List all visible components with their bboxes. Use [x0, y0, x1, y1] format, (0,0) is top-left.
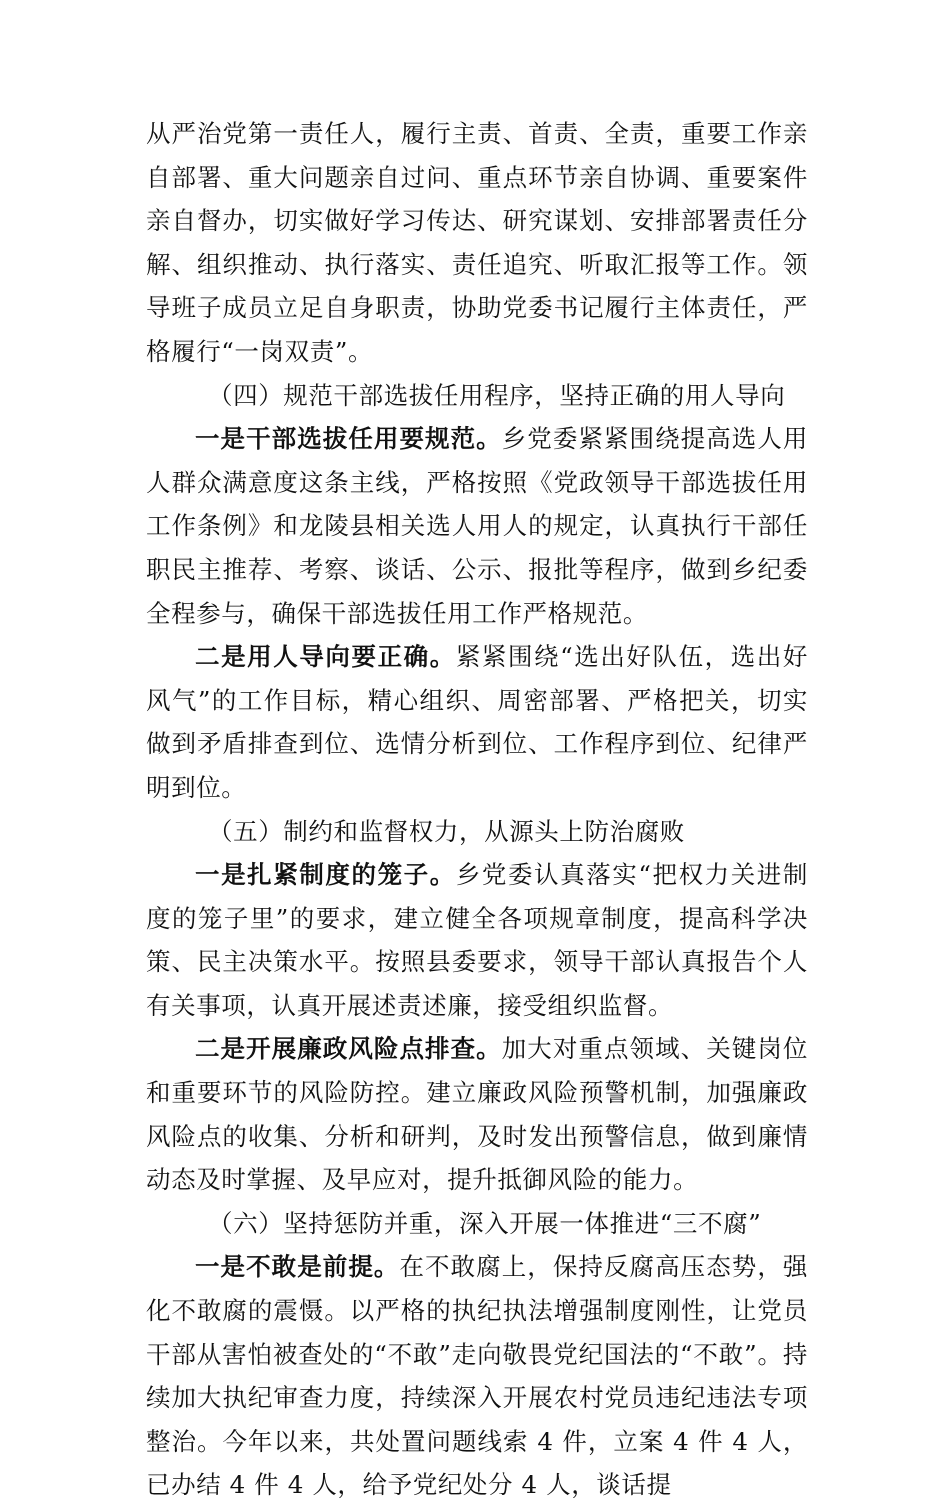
paragraph-employment-orientation	[146, 635, 808, 809]
paragraph-text: 紧紧围绕“选出好队伍，选出好风气”的工作目标，精心组织、周密部署、严格把关，切实做到矛盾排查到位、选情分析到位、工作程序到位、纪律严明到位。	[146, 642, 808, 802]
paragraph-dare-not	[146, 1245, 808, 1507]
paragraph-lead: 一是干部选拔任用要规范。	[195, 424, 502, 454]
paragraph-text: 乡党委认真落实“把权力关进制度的笼子里”的要求，建立健全各项规章制度，提高科学决策、民主决策水平。按照县委要求，领导干部认真报告个人有关事项，认真开展述责述廉，接受组织监督。	[146, 860, 808, 1020]
paragraph-institutional-cage	[146, 853, 808, 1027]
paragraph-text: 在不敢腐上，保持反腐高压态势，强化不敢腐的震慑。以严格的执纪执法增强制度刚性，让党员干部从害怕被查处的“不敢”走向敬畏党纪国法的“不敢”。持续加大执纪审查力度，持续深入开展农村党员违纪违法专项整治。今年以来，共处置问题线索 4 件，立案 4 件 4 人，已办结 4 件 4 人，给予党纪处分 4 人，谈话提	[146, 1252, 808, 1500]
section-heading-4: （四）规范干部选拔任用程序，坚持正确的用人导向	[208, 380, 786, 410]
paragraph-text: 加大对重点领域、关键岗位和重要环节的风险防控。建立廉政风险预警机制，加强廉政风险点的收集、分析和研判，及时发出预警信息，做到廉情动态及时掌握、及早应对，提升抵御风险的能力。	[146, 1034, 808, 1195]
paragraph-cadre-selection	[146, 417, 808, 635]
paragraph-lead: 一是扎紧制度的笼子。	[195, 860, 456, 890]
paragraph-continuation	[146, 112, 808, 374]
paragraph-lead: 二是开展廉政风险点排查。	[195, 1034, 502, 1064]
section-heading-6: （六）坚持惩防并重，深入开展一体推进“三不腐”	[208, 1208, 762, 1238]
paragraph-text: 从严治党第一责任人，履行主责、首责、全责，重要工作亲自部署、重大问题亲自过问、重点环节亲自协调、重要案件亲自督办，切实做好学习传达、研究谋划、安排部署责任分解、组织推动、执行落实、责任追究、听取汇报等工作。领导班子成员立足自身职责，协助党委书记履行主体责任，严格履行“一岗双责”。	[146, 119, 808, 366]
paragraph-lead: 二是用人导向要正确。	[195, 642, 456, 672]
paragraph-risk-screening	[146, 1027, 808, 1201]
paragraph-text: 乡党委紧紧围绕提高选人用人群众满意度这条主线，严格按照《党政领导干部选拔任用工作条例》和龙陵县相关选人用人的规定，认真执行干部任职民主推荐、考察、谈话、公示、报批等程序，做到乡纪委全程参与，确保干部选拔任用工作严格规范。	[146, 424, 808, 628]
section-heading-5: （五）制约和监督权力，从源头上防治腐败	[208, 816, 685, 846]
paragraph-lead: 一是不敢是前提。	[195, 1252, 400, 1282]
